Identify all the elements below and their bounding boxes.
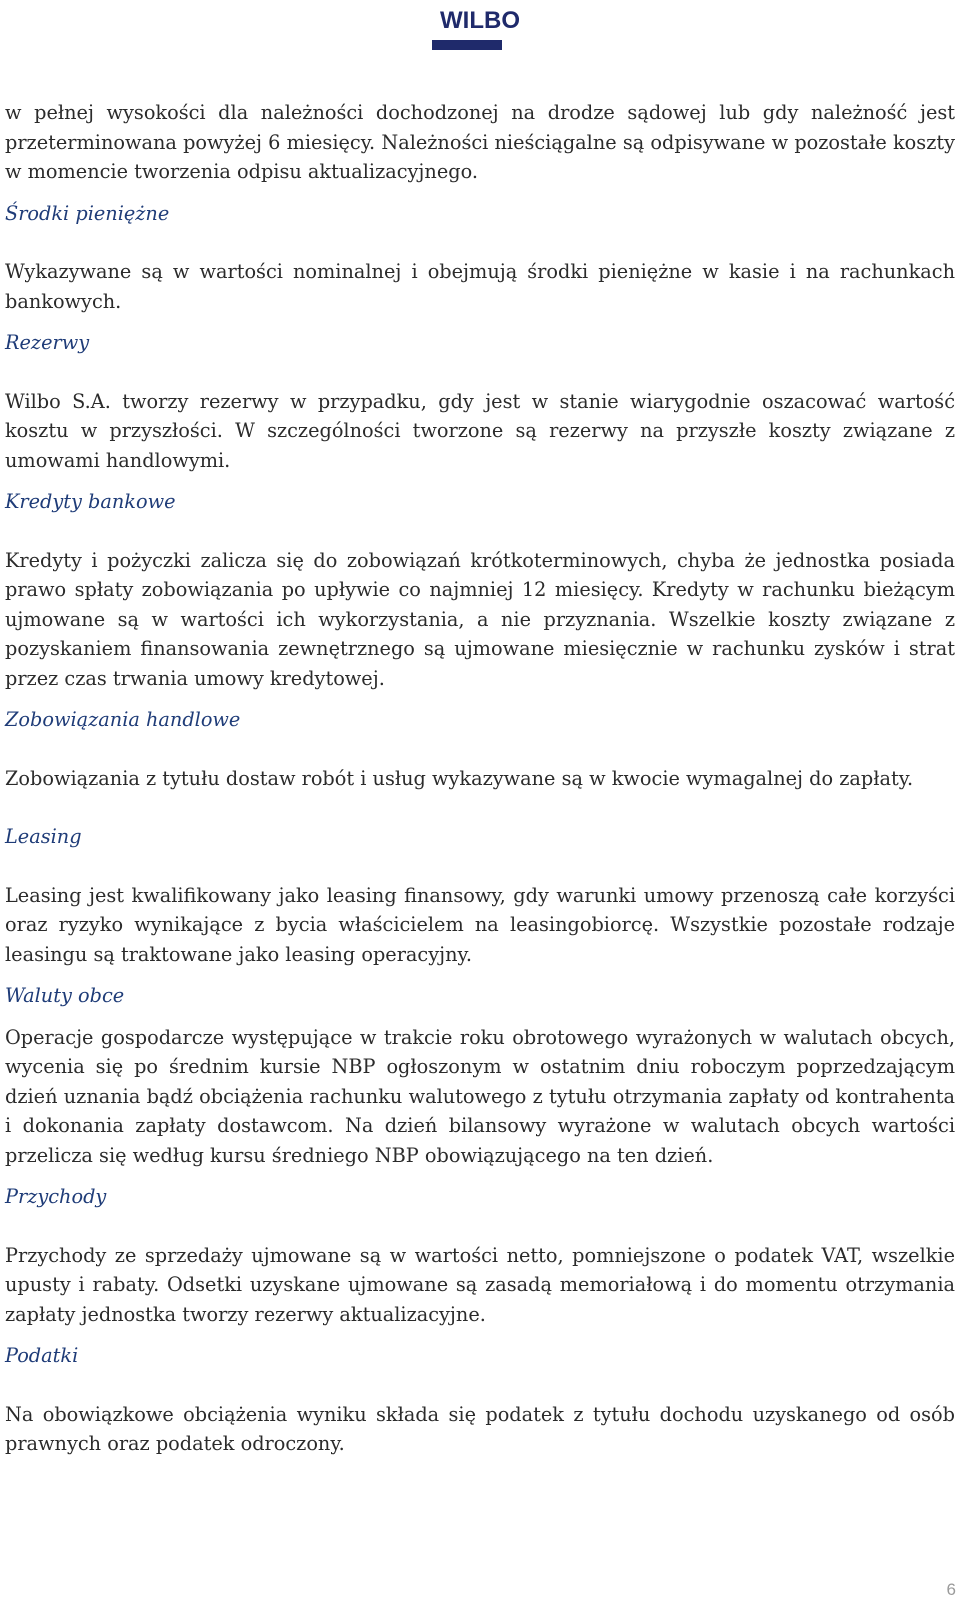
section-text-leasing: Leasing jest kwalifikowany jako leasing finansowy, gdy warunki umowy przenoszą całe korzyści oraz ryzyko wynikające z bycia właścicielem na leasingobiorcę. Wszystkie pozostałe rodzaje leasingu są traktowane jako leasing operacyjny. <box>5 883 955 966</box>
section-text-podatki: Na obowiązkowe obciążenia wyniku składa się podatek z tytułu dochodu uzyskanego od osób prawnych oraz podatek odroczony. <box>5 1402 955 1455</box>
section-text-kredyty-bankowe: Kredyty i pożyczki zalicza się do zobowiązań krótkoterminowych, chyba że jednostka posiada prawo spłaty zobowiązania po upływie co najmniej 12 miesięcy. Kredyty w rachunku bieżącym ujmowane są w wartości ich wykorzystania, a nie przyznania. Wszelkie koszty związane z pozyskaniem finansowania zewnętrznego są ujmowane miesięcznie w rachunku zysków i strat przez czas trwania umowy kredytowej. <box>5 548 955 690</box>
section-text-zobowiazania-handlowe: Zobowiązania z tytułu dostaw robót i usług wykazywane są w kwocie wymagalnej do zapłaty. <box>5 766 914 790</box>
logo-text: WILBO <box>440 7 520 34</box>
intro-paragraph: w pełnej wysokości dla należności dochodzonej na drodze sądowej lub gdy należność jest przeterminowana powyżej 6 miesięcy. Należności nieściągalne są odpisywane w pozostałe koszty w momencie tworzenia odpisu aktualizacyjnego. <box>5 101 955 183</box>
page-number: 6 <box>946 1580 956 1599</box>
section-heading-srodki-pieniezne: Środki pieniężne <box>5 201 170 225</box>
section-heading-waluty-obce: Waluty obce <box>5 984 125 1007</box>
company-logo <box>0 8 960 34</box>
section-text-srodki-pieniezne: Wykazywane są w wartości nominalnej i obejmują środki pieniężne w kasie i na rachunkach bankowych. <box>5 260 955 313</box>
section-heading-rezerwy: Rezerwy <box>5 331 90 354</box>
section-text-waluty-obce: Operacje gospodarcze występujące w trakcie roku obrotowego wyrażonych w walutach obcych, wycenia się po średnim kursie NBP ogłoszonym w ostatnim dniu roboczym poprzedzającym dzień uznania bądź obciążenia rachunku walutowego z tytułu otrzymania zapłaty od kontrahenta i dokonania zapłaty dostawcom. Na dzień bilansowy wyrażone w walutach obcych wartości przelicza się według kursu średniego NBP obowiązującego na ten dzień. <box>5 1025 955 1167</box>
section-text-przychody: Przychody ze sprzedaży ujmowane są w wartości netto, pomniejszone o podatek VAT, wszelkie upusty i rabaty. Odsetki uzyskane ujmowane są zasadą memoriałową i do momentu otrzymania zapłaty jednostka tworzy rezerwy aktualizacyjne. <box>5 1243 955 1326</box>
section-text-rezerwy: Wilbo S.A. tworzy rezerwy w przypadku, gdy jest w stanie wiarygodnie oszacować wartość kosztu w przyszłości. W szczególności tworzone są rezerwy na przyszłe koszty związane z umowami handlowymi. <box>5 389 955 472</box>
section-heading-kredyty-bankowe: Kredyty bankowe <box>5 490 176 513</box>
section-heading-zobowiazania-handlowe: Zobowiązania handlowe <box>5 708 241 731</box>
document-body <box>5 98 955 1459</box>
logo-underline-bar <box>432 40 502 50</box>
section-heading-leasing: Leasing <box>5 825 82 848</box>
section-heading-przychody: Przychody <box>5 1185 107 1208</box>
section-heading-podatki: Podatki <box>5 1344 79 1367</box>
